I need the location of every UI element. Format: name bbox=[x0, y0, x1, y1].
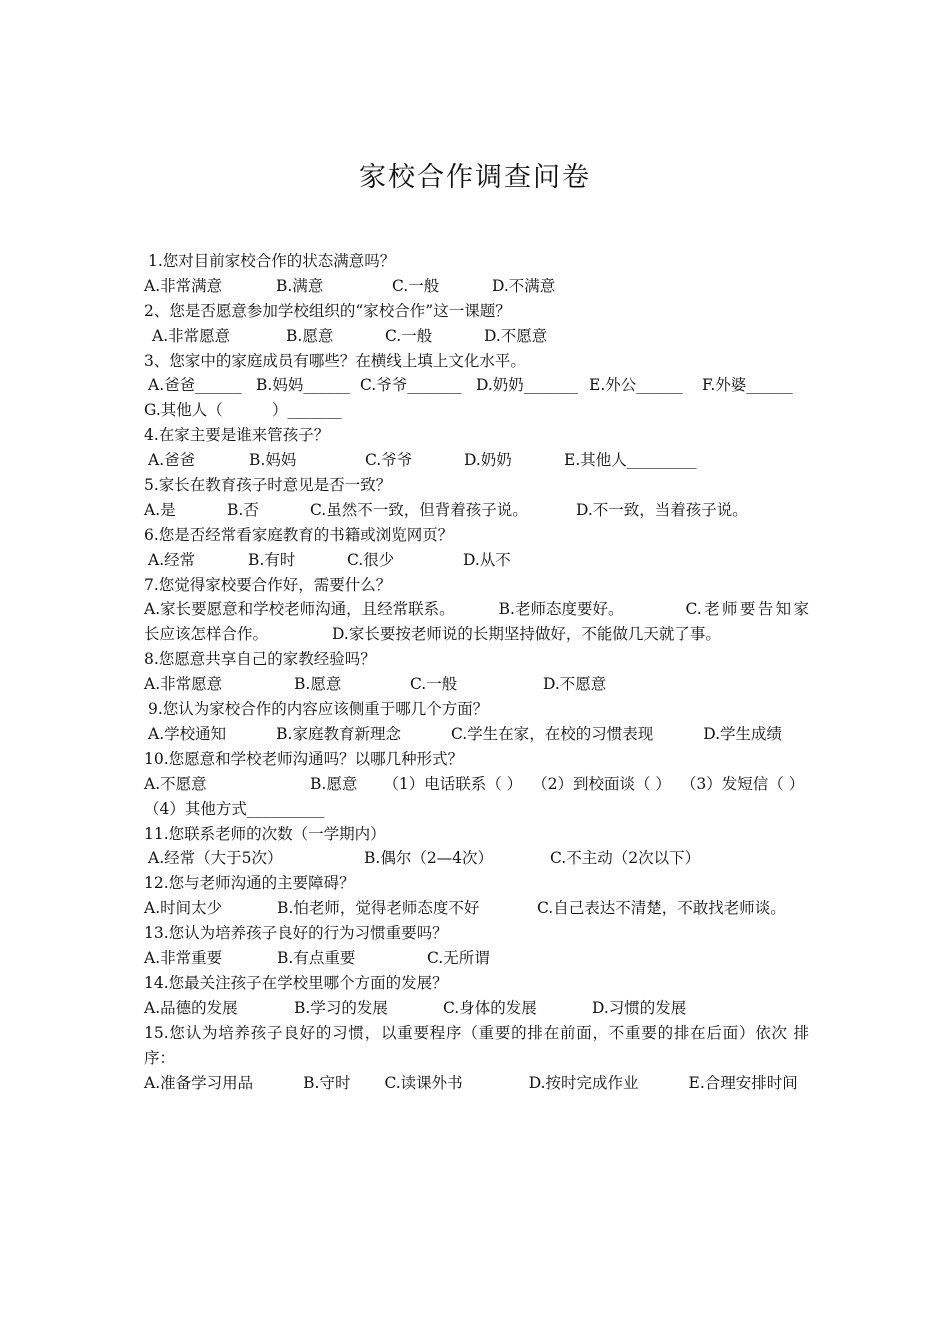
question-6-options bbox=[144, 548, 809, 573]
question-9-options bbox=[144, 722, 809, 747]
option[interactable]: （3）发短信（ ） bbox=[680, 774, 805, 793]
option[interactable]: （2）到校面谈（ ） bbox=[532, 774, 671, 793]
question-13: 13.您认为培养孩子良好的行为习惯重要吗？ bbox=[144, 924, 448, 943]
question-1-options bbox=[144, 274, 809, 299]
question-3: 3、您家中的家庭成员有哪些？在横线上填上文化水平。 bbox=[144, 351, 526, 370]
question-14-options bbox=[144, 996, 809, 1021]
option[interactable]: B.怕老师，觉得老师态度不好 bbox=[277, 899, 480, 918]
option[interactable]: C.一般 bbox=[410, 675, 458, 694]
question-15-options bbox=[144, 1071, 809, 1096]
option-blank[interactable]: F.外婆______ bbox=[702, 376, 793, 395]
option[interactable]: C.无所谓 bbox=[427, 949, 490, 968]
option[interactable]: C.很少 bbox=[347, 550, 395, 569]
option[interactable]: C.一般 bbox=[392, 276, 440, 295]
question-2: 2、您是否愿意参加学校组织的“家校合作”这一课题？ bbox=[144, 301, 511, 320]
option[interactable]: A.非常满意 bbox=[144, 276, 223, 295]
option[interactable]: D.习惯的发展 bbox=[592, 998, 687, 1017]
question-2-options bbox=[144, 324, 809, 349]
option[interactable]: A.时间太少 bbox=[144, 899, 223, 918]
option[interactable]: E.合理安排时间 bbox=[688, 1073, 798, 1092]
option-blank[interactable]: D.奶奶_______ bbox=[476, 376, 579, 395]
option[interactable]: A.经常 bbox=[148, 550, 196, 569]
option-blank[interactable]: A.爸爸______ bbox=[148, 376, 242, 395]
option[interactable]: B.满意 bbox=[276, 276, 324, 295]
question-5-options bbox=[144, 498, 809, 523]
option[interactable]: B.家庭教育新理念 bbox=[276, 724, 401, 743]
question-5: 5.家长在教育孩子时意见是否一致？ bbox=[144, 476, 392, 495]
option[interactable]: A.不愿意 bbox=[144, 774, 207, 793]
option[interactable]: A.非常愿意 bbox=[144, 675, 223, 694]
option[interactable]: （1）电话联系（ ） bbox=[383, 774, 523, 793]
page-title: 家校合作调查问卷 bbox=[359, 162, 591, 193]
option[interactable]: C.身体的发展 bbox=[443, 998, 537, 1017]
option[interactable]: D.家长要按老师说的长期坚持做好，不能做几天就了事。 bbox=[332, 625, 721, 644]
option[interactable]: C.读课外书 bbox=[384, 1073, 463, 1092]
option[interactable]: D.不满意 bbox=[492, 276, 556, 295]
option[interactable]: D.不愿意 bbox=[543, 675, 607, 694]
option[interactable]: B.守时 bbox=[303, 1073, 351, 1092]
option[interactable]: C.一般 bbox=[385, 326, 433, 345]
option[interactable]: C.不主动（2次以下） bbox=[550, 849, 701, 868]
question-13-options bbox=[144, 946, 809, 971]
question-11: 11.您联系老师的次数（一学期内） bbox=[144, 824, 386, 843]
option[interactable]: B.偶尔（2—4次） bbox=[364, 849, 494, 868]
option[interactable]: B.学习的发展 bbox=[294, 998, 388, 1017]
option[interactable]: B.妈妈 bbox=[249, 451, 297, 470]
option[interactable]: C.学生在家，在校的习惯表现 bbox=[450, 724, 654, 743]
option[interactable]: B.老师态度要好。 bbox=[498, 600, 624, 619]
question-9: 9.您认为家校合作的内容应该侧重于哪几个方面？ bbox=[148, 700, 489, 719]
question-10-options bbox=[144, 772, 809, 822]
option-blank[interactable]: G.其他人（ ）_______ bbox=[144, 401, 342, 420]
question-6: 6.您是否经常看家庭教育的书籍或浏览网页？ bbox=[144, 525, 454, 544]
option[interactable]: B.愿意 bbox=[286, 326, 334, 345]
question-4-options bbox=[144, 448, 809, 473]
option[interactable]: A.爸爸 bbox=[148, 451, 196, 470]
question-4: 4.在家主要是谁来管孩子？ bbox=[144, 426, 330, 445]
question-list bbox=[144, 249, 809, 1095]
question-3-options bbox=[144, 373, 809, 398]
option[interactable]: A.准备学习用品 bbox=[144, 1073, 254, 1092]
option[interactable]: A.是 bbox=[144, 500, 176, 519]
question-7: 7.您觉得家校要合作好，需要什么？ bbox=[144, 575, 392, 594]
option[interactable]: B.有点重要 bbox=[277, 949, 356, 968]
question-12: 12.您与老师沟通的主要障碍？ bbox=[144, 874, 355, 893]
option[interactable]: A.学校通知 bbox=[148, 724, 227, 743]
option-blank[interactable]: C.爷爷_______ bbox=[360, 376, 462, 395]
option[interactable]: B.有时 bbox=[248, 550, 296, 569]
option[interactable]: A.品德的发展 bbox=[144, 998, 238, 1017]
option[interactable]: E.其他人_________ bbox=[564, 451, 697, 470]
option[interactable]: A.非常重要 bbox=[144, 949, 223, 968]
question-15: 15.您认为培养孩子良好的习惯，以重要程序（重要的排在前面，不重要的排在后面）依次 排序： bbox=[144, 1023, 809, 1067]
option[interactable]: A.家长要愿意和学校老师沟通，且经常联系。 bbox=[144, 600, 455, 619]
option[interactable]: C.爷爷 bbox=[365, 451, 413, 470]
question-8-options bbox=[144, 672, 809, 697]
option[interactable]: B.愿意 bbox=[294, 675, 342, 694]
option[interactable]: C.自己表达不清楚，不敢找老师谈。 bbox=[537, 899, 786, 918]
option[interactable]: A.经常（大于5次） bbox=[148, 849, 283, 868]
option[interactable]: （4）其他方式__________ bbox=[144, 799, 325, 818]
option[interactable]: D.不愿意 bbox=[484, 326, 548, 345]
option[interactable]: A.非常愿意 bbox=[152, 326, 231, 345]
option-blank[interactable]: B.妈妈______ bbox=[256, 376, 350, 395]
option[interactable]: D.按时完成作业 bbox=[528, 1073, 639, 1092]
option[interactable]: C.虽然不一致，但背着孩子说。 bbox=[310, 500, 528, 519]
question-8: 8.您愿意共享自己的家教经验吗？ bbox=[144, 650, 376, 669]
question-11-options bbox=[144, 846, 809, 871]
option[interactable]: D.从不 bbox=[463, 550, 511, 569]
question-10: 10.您愿意和学校老师沟通吗？以哪几种形式？ bbox=[144, 749, 464, 768]
question-14: 14.您最关注孩子在学校里哪个方面的发展？ bbox=[144, 973, 448, 992]
option[interactable]: D.学生成绩 bbox=[703, 724, 783, 743]
question-1: 1.您对目前家校合作的状态满意吗？ bbox=[148, 252, 396, 270]
option[interactable]: D.不一致，当着孩子说。 bbox=[576, 500, 748, 519]
option[interactable]: B.愿意 bbox=[310, 774, 358, 793]
question-12-options bbox=[144, 896, 809, 921]
option[interactable]: D.奶奶 bbox=[464, 451, 512, 470]
option-blank[interactable]: E.外公______ bbox=[589, 376, 683, 395]
question-7-options bbox=[144, 597, 809, 647]
option[interactable]: C.老师要告知家长应该怎样合作。 bbox=[144, 600, 809, 644]
question-3-options-row2 bbox=[144, 398, 809, 423]
option[interactable]: B.否 bbox=[227, 500, 259, 519]
